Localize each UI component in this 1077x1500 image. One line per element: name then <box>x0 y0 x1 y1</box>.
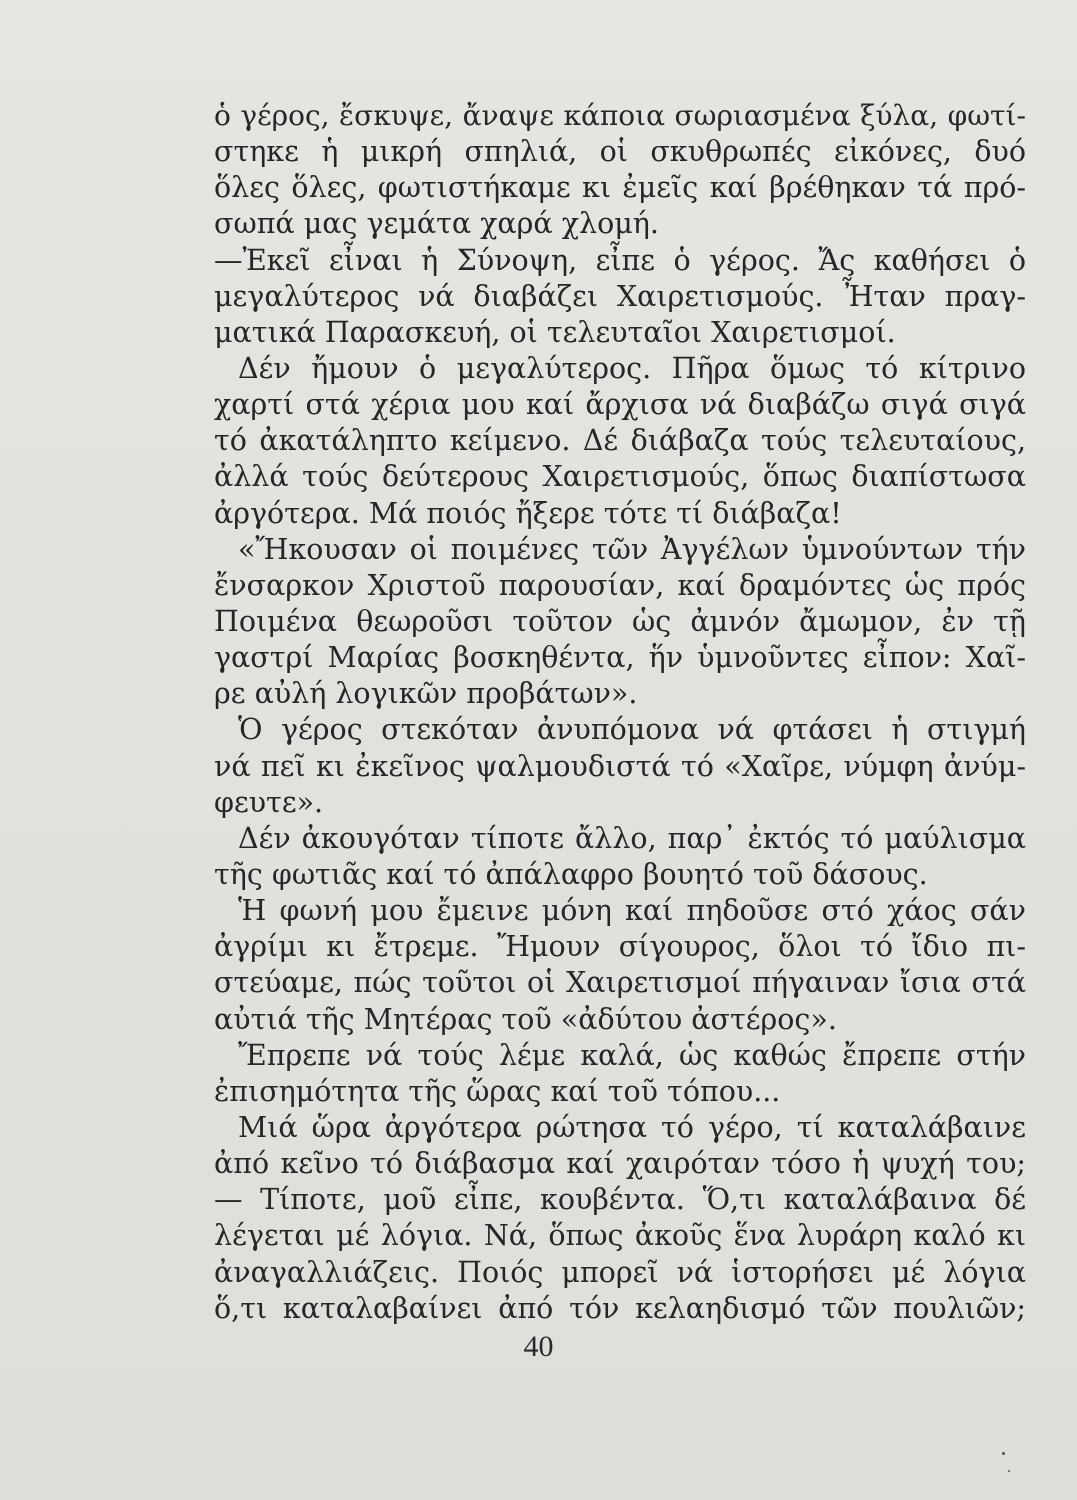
text-line: ἀγρίμι κι ἔτρεμε. Ἤμουν σίγουρος, ὅλοι τό ἴδιο πι- <box>214 930 1026 964</box>
text-line: —Ἐκεῖ εἶναι ἡ Σύνοψη, εἶπε ὁ γέρος. Ἄς καθήσει ὁ <box>214 243 1026 277</box>
text-line: τό ἀκατάληπτο κείμενο. Δέ διάβαζα τούς τελευταίους, <box>214 424 1026 458</box>
text-line: ἔνσαρκον Χριστοῦ παρουσίαν, καί δραμόντες ὡς πρός <box>214 568 1026 602</box>
text-line: στεύαμε, πώς τοῦτοι οἱ Χαιρετισμοί πήγαιναν ἴσια στά <box>214 966 1026 1000</box>
text-line: — Τίποτε, μοῦ εἶπε, κουβέντα. Ὅ,τι καταλάβαινα δέ <box>214 1183 1026 1217</box>
body-text <box>214 98 1026 1327</box>
text-line: χαρτί στά χέρια μου καί ἄρχισα νά διαβάζω σιγά σιγά <box>214 388 1026 422</box>
text-line: σωπά μας γεμάτα χαρά χλομή. <box>214 207 659 241</box>
text-line: αὐτιά τῆς Μητέρας τοῦ «ἀδύτου ἀστέρος». <box>214 1002 837 1036</box>
text-line: ἐπισημότητα τῆς ὥρας καί τοῦ τόπου... <box>214 1074 781 1108</box>
text-line: ἀλλά τούς δεύτερους Χαιρετισμούς, ὅπως διαπίστωσα <box>214 460 1026 494</box>
text-line: νά πεῖ κι ἐκεῖνος ψαλμουδιστά τό «Χαῖρε, νύμφη ἀνύμ- <box>214 749 1026 783</box>
text-line: Δέν ἀκουγόταν τίποτε ἄλλο, παρ᾿ ἐκτός τό μαύλισμα <box>238 821 1026 855</box>
text-line: γαστρί Μαρίας βοσκηθέντα, ἥν ὑμνοῦντες εἶπον: Χαῖ- <box>214 641 1026 675</box>
text-line: τῆς φωτιᾶς καί τό ἀπάλαφρο βουητό τοῦ δάσους. <box>214 857 928 891</box>
text-line: Μιά ὥρα ἀργότερα ρώτησα τό γέρο, τί καταλάβαινε <box>238 1110 1026 1144</box>
text-line: ρε αὐλή λογικῶν προβάτων». <box>214 677 638 711</box>
text-line: φευτε». <box>214 785 324 819</box>
scan-speck <box>1008 1470 1010 1472</box>
text-line: Ὁ γέρος στεκόταν ἀνυπόμονα νά φτάσει ἡ στιγμή <box>238 713 1026 747</box>
text-line: μεγαλύτερος νά διαβάζει Χαιρετισμούς. Ἦταν πραγ- <box>214 279 1026 313</box>
text-line: ὅ,τι καταλαβαίνει ἀπό τόν κελαηδισμό τῶν πουλιῶν; <box>214 1291 1026 1325</box>
text-line: ἀπό κεῖνο τό διάβασμα καί χαιρόταν τόσο ἡ ψυχή του; <box>214 1147 1026 1181</box>
text-line: ματικά Παρασκευή, οἱ τελευταῖοι Χαιρετισμοί. <box>214 315 896 349</box>
text-line: λέγεται μέ λόγια. Νά, ὅπως ἀκοῦς ἕνα λυράρη καλό κι <box>214 1219 1026 1253</box>
text-line: ἀργότερα. Μά ποιός ἤξερε τότε τί διάβαζα! <box>214 496 842 530</box>
text-line: ὅλες ὅλες, φωτιστήκαμε κι ἐμεῖς καί βρέθηκαν τά πρό- <box>214 171 1026 205</box>
scan-speck <box>1002 1452 1005 1455</box>
text-line: Ἡ φωνή μου ἔμεινε μόνη καί πηδοῦσε στό χάος σάν <box>238 894 1026 928</box>
text-line: «Ἤκουσαν οἱ ποιμένες τῶν Ἀγγέλων ὑμνούντων τήν <box>238 532 1026 566</box>
text-line: Ποιμένα θεωροῦσι τοῦτον ὡς ἀμνόν ἄμωμον, ἐν τῇ <box>214 604 1026 638</box>
text-line: ὁ γέρος, ἔσκυψε, ἄναψε κάποια σωριασμένα ξύλα, φωτί- <box>214 99 1026 132</box>
text-line: στηκε ἡ μικρή σπηλιά, οἱ σκυθρωπές εἰκόνες, δυό <box>214 135 1026 169</box>
page-number: 40 <box>523 1330 554 1363</box>
text-line: Δέν ἤμουν ὁ μεγαλύτερος. Πῆρα ὅμως τό κίτρινο <box>238 351 1026 385</box>
text-line: Ἔπρεπε νά τούς λέμε καλά, ὡς καθώς ἔπρεπε στήν <box>238 1038 1026 1072</box>
text-line: ἀναγαλλιάζεις. Ποιός μπορεῖ νά ἱστορήσει μέ λόγια <box>214 1255 1026 1289</box>
